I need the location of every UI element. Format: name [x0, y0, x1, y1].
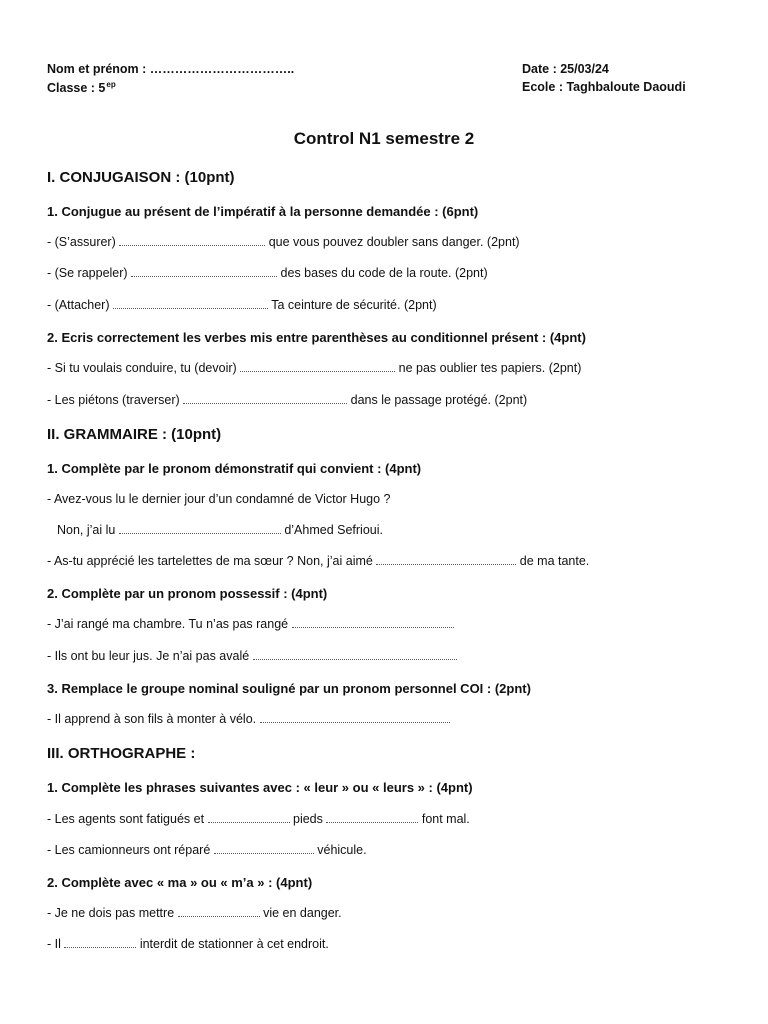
- line-text: - Les piétons (traverser): [47, 393, 184, 407]
- answer-blank[interactable]: [178, 906, 260, 917]
- line-text: font mal.: [418, 812, 470, 826]
- date-field: Date : 25/03/24: [522, 62, 609, 76]
- answer-blank[interactable]: [326, 812, 418, 823]
- exercise-line: [47, 649, 457, 663]
- line-text: - Il apprend à son fils à monter à vélo.: [47, 712, 260, 726]
- answer-blank[interactable]: [64, 937, 136, 948]
- line-text: interdit de stationner à cet endroit.: [136, 937, 329, 951]
- line-text: - As-tu apprécié les tartelettes de ma sœur ? Non, j’ai aimé: [47, 554, 377, 568]
- line-text: vie en danger.: [259, 906, 342, 920]
- exercise-line: [47, 361, 581, 375]
- exercise-line: [47, 554, 589, 568]
- exercise-line: [47, 843, 367, 857]
- line-text: - (S’assurer): [47, 235, 120, 249]
- class-superscript: ep: [106, 80, 116, 89]
- section-grammaire-heading: II. GRAMMAIRE : (10pnt): [47, 426, 222, 443]
- line-text: - Je ne dois pas mettre: [47, 906, 178, 920]
- class-field: [47, 80, 116, 95]
- line-text: dans le passage protégé. (2pnt): [347, 393, 528, 407]
- line-text: Ta ceinture de sécurité. (2pnt): [268, 298, 437, 312]
- question-pronom-demonstratif: 1. Complète par le pronom démonstratif qui convient : (4pnt): [47, 461, 422, 476]
- line-text: des bases du code de la route. (2pnt): [277, 266, 488, 280]
- name-label-text: Nom et prénom :: [47, 62, 150, 76]
- answer-blank[interactable]: [131, 266, 277, 277]
- answer-blank[interactable]: [119, 235, 265, 246]
- exercise-line: [47, 617, 454, 631]
- answer-blank[interactable]: [292, 617, 454, 628]
- answer-blank[interactable]: [376, 554, 516, 565]
- answer-blank[interactable]: [113, 298, 268, 309]
- line-text: véhicule.: [313, 843, 367, 857]
- exercise-line: [47, 906, 342, 920]
- line-text: d’Ahmed Sefrioui.: [280, 523, 383, 537]
- exercise-line: [47, 812, 470, 826]
- question-ma-ma: 2. Complète avec « ma » ou « m’a » : (4pnt): [47, 875, 313, 890]
- exercise-line: [47, 266, 488, 280]
- line-text: - Si tu voulais conduire, tu (devoir): [47, 361, 241, 375]
- answer-blank[interactable]: [214, 843, 314, 854]
- question-conditionnel: 2. Ecris correctement les verbes mis entre parenthèses au conditionnel présent : (4pnt): [47, 330, 586, 345]
- section-orthographe-heading: III. ORTHOGRAPHE :: [47, 745, 196, 762]
- answer-blank[interactable]: [208, 812, 290, 823]
- line-text: - Ils ont bu leur jus. Je n’ai pas avalé: [47, 649, 253, 663]
- line-text: ne pas oublier tes papiers. (2pnt): [395, 361, 582, 375]
- page-title: Control N1 semestre 2: [293, 129, 475, 148]
- exercise-line: [47, 393, 527, 407]
- answer-blank[interactable]: [119, 523, 281, 534]
- name-field-label: [47, 62, 294, 76]
- question-pronom-coi: 3. Remplace le groupe nominal souligné par un pronom personnel COI : (2pnt): [47, 681, 531, 696]
- exercise-line: [47, 712, 450, 726]
- line-text: Non, j’ai lu: [57, 523, 119, 537]
- answer-blank[interactable]: [253, 649, 457, 660]
- exercise-line: [47, 937, 329, 951]
- name-dots: ……………………………..: [149, 62, 295, 76]
- line-text: - Les agents sont fatigués et: [47, 812, 208, 826]
- line-text: pieds: [289, 812, 327, 826]
- line-text: - Il: [47, 937, 65, 951]
- question-leur-leurs: 1. Complète les phrases suivantes avec : « leur » ou « leurs » : (4pnt): [47, 780, 473, 795]
- question-imperatif: 1. Conjugue au présent de l’impératif à la personne demandée : (6pnt): [47, 204, 479, 219]
- exercise-line: - Avez-vous lu le dernier jour d’un condamné de Victor Hugo ?: [47, 492, 391, 506]
- exercise-line: [57, 523, 383, 537]
- section-conjugaison-heading: I. CONJUGAISON : (10pnt): [47, 169, 235, 186]
- exercise-line: [47, 298, 437, 312]
- school-field: Ecole : Taghbaloute Daoudi: [522, 80, 686, 94]
- class-label-text: Classe : 5: [47, 81, 106, 95]
- line-text: - J’ai rangé ma chambre. Tu n’as pas rangé: [47, 617, 292, 631]
- answer-blank[interactable]: [240, 361, 395, 372]
- line-text: - Les camionneurs ont réparé: [47, 843, 214, 857]
- answer-blank[interactable]: [183, 393, 347, 404]
- line-text: - (Se rappeler): [47, 266, 132, 280]
- question-pronom-possessif: 2. Complète par un pronom possessif : (4pnt): [47, 586, 328, 601]
- line-text: de ma tante.: [516, 554, 590, 568]
- exercise-line: [47, 235, 520, 249]
- line-text: - (Attacher): [47, 298, 113, 312]
- answer-blank[interactable]: [260, 712, 450, 723]
- line-text: que vous pouvez doubler sans danger. (2pnt): [265, 235, 520, 249]
